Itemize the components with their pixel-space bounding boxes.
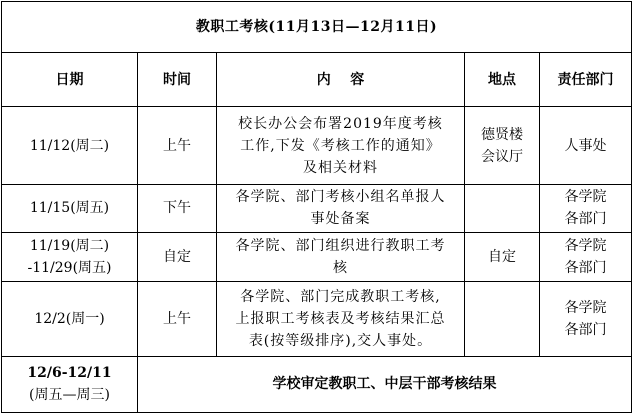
content-line: 表(按等级排序),交人事处。	[248, 332, 433, 349]
date-text: 11/15(周五)	[29, 200, 110, 217]
location-line: 自定	[488, 248, 516, 265]
time-cell: 上午	[138, 281, 217, 356]
content-cell	[217, 185, 465, 232]
dept-cell	[540, 107, 632, 185]
content-line: 校长办公会布署2019年度考核	[238, 115, 443, 132]
content-line: 各学院、部门完成教职工考核,	[240, 288, 441, 305]
final-row	[2, 356, 632, 412]
final-date-text: 12/6-12/11	[27, 365, 112, 382]
dept-cell	[540, 281, 632, 356]
dept-line: 各学院	[564, 189, 607, 206]
date-text: 11/12(周二)	[29, 137, 110, 154]
final-date-cell	[2, 356, 138, 412]
location-line: 会议厅	[481, 148, 523, 165]
date-text: 11/19(周二)	[29, 237, 110, 254]
content-line: 事处备案	[310, 211, 371, 228]
content-cell	[217, 232, 465, 281]
header-dept: 责任部门	[540, 53, 632, 107]
header-date: 日期	[2, 53, 138, 107]
date-text: -11/29(周五)	[27, 259, 112, 276]
date-cell	[2, 281, 138, 356]
date-cell	[2, 232, 138, 281]
final-date-text: (周五—周三)	[29, 387, 110, 404]
location-cell	[465, 107, 540, 185]
content-cell	[217, 107, 465, 185]
dept-line: 各学院	[564, 299, 607, 316]
header-time: 时间	[138, 53, 217, 107]
dept-line: 各部门	[564, 211, 607, 228]
content-line: 及相关材料	[303, 159, 378, 176]
header-row	[2, 53, 632, 107]
table-row	[2, 281, 632, 356]
content-line: 各学院、部门考核小组名单报人	[235, 189, 446, 206]
dept-line: 各学院	[564, 237, 607, 254]
location-cell	[465, 185, 540, 232]
dept-cell	[540, 232, 632, 281]
dept-line: 各部门	[564, 259, 607, 276]
header-content: 内 容	[217, 53, 465, 107]
header-location: 地点	[465, 53, 540, 107]
date-cell	[2, 185, 138, 232]
table-row	[2, 232, 632, 281]
time-cell: 自定	[138, 232, 217, 281]
content-cell	[217, 281, 465, 356]
time-cell: 上午	[138, 107, 217, 185]
location-cell	[465, 281, 540, 356]
date-cell	[2, 107, 138, 185]
table-title: 教职工考核(11月13日—12月11日)	[2, 2, 632, 53]
time-cell: 下午	[138, 185, 217, 232]
dept-line: 人事处	[564, 137, 607, 154]
content-line: 上报职工考核表及考核结果汇总	[235, 310, 446, 327]
title-row	[2, 2, 632, 53]
content-line: 核	[333, 259, 348, 276]
content-line: 工作,下发《考核工作的通知》	[240, 137, 441, 154]
location-line: 德贤楼	[481, 126, 523, 143]
dept-cell	[540, 185, 632, 232]
dept-line: 各部门	[564, 321, 607, 338]
assessment-schedule-table	[1, 1, 632, 413]
table-row	[2, 185, 632, 232]
content-line: 各学院、部门组织进行教职工考	[235, 237, 446, 254]
table-row	[2, 107, 632, 185]
location-cell	[465, 232, 540, 281]
final-content-cell: 学校审定教职工、中层干部考核结果	[138, 356, 632, 412]
date-text: 12/2(周一)	[34, 310, 105, 327]
